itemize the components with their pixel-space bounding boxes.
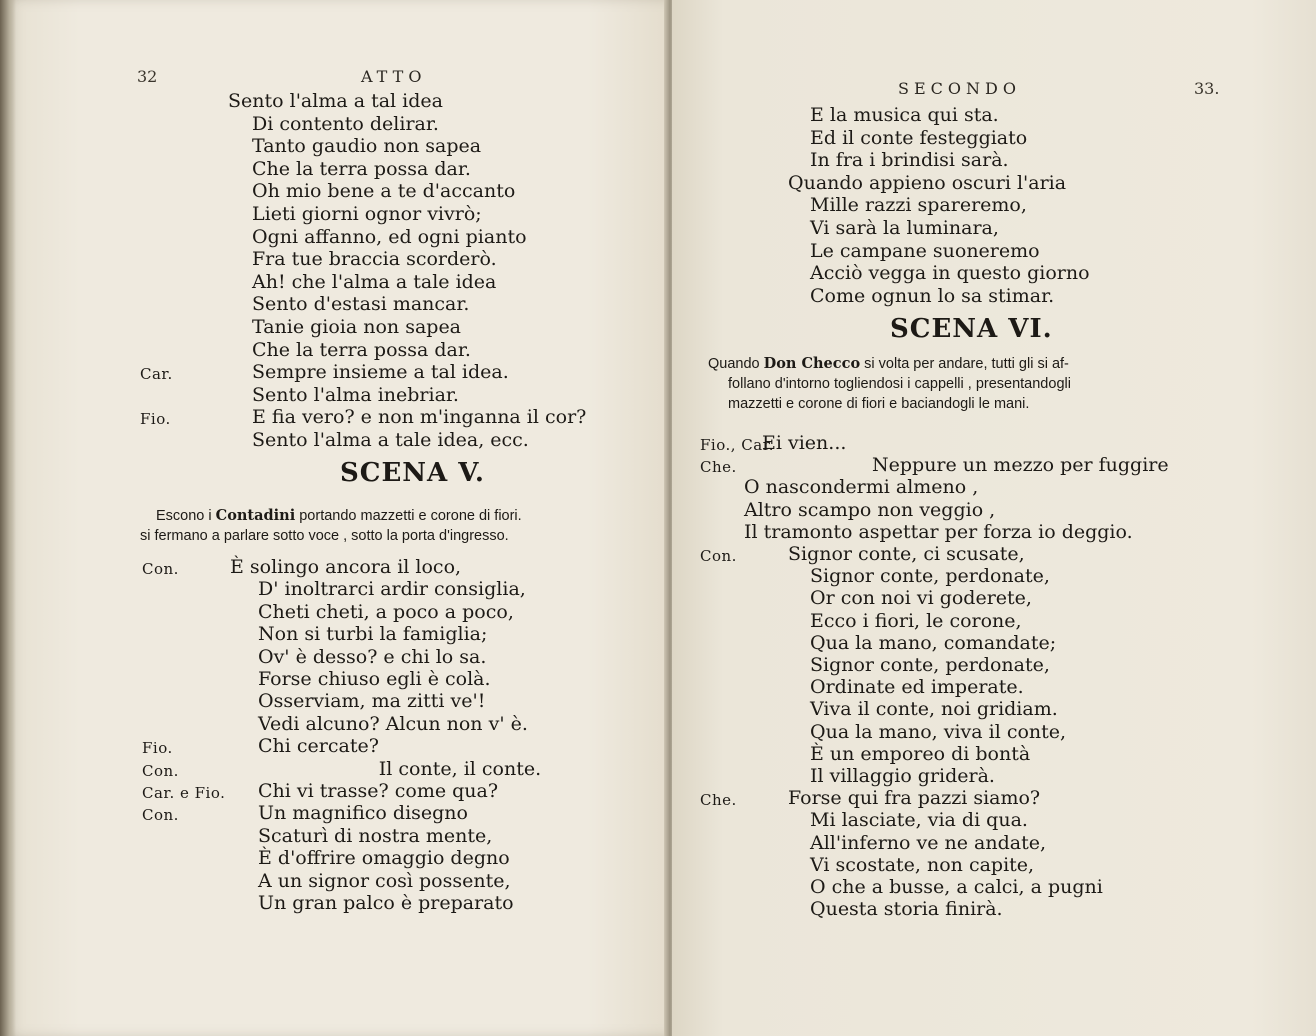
verse-line: Forse qui fra pazzi siamo? [788, 787, 1041, 810]
speaker-label: Con. [142, 560, 179, 578]
speaker-label: Fio. [140, 410, 171, 429]
right-page [672, 0, 1316, 1036]
running-header: SECONDO [898, 79, 1021, 98]
verse-line: Chi vi trasse? come qua? [258, 780, 499, 802]
speaker-label: Che. [700, 791, 737, 810]
verse-line: Ei vien... [762, 432, 847, 454]
verse-line: Che la terra possa dar. [252, 157, 471, 180]
verse-line: Chi cercate? [258, 735, 379, 758]
verse-line: Sento l'alma a tal idea [228, 90, 443, 112]
verse-line: Vedi alcuno? Alcun non v' è. [258, 712, 528, 735]
stage-direction [156, 506, 522, 526]
verse-line: Vi sarà la luminara, [810, 217, 999, 239]
verse-line: All'inferno ve ne andate, [810, 831, 1046, 854]
verse-line: Il conte, il conte. [258, 757, 542, 780]
page-number: 32 [137, 67, 158, 86]
page-number: 33. [1194, 79, 1220, 98]
verse-line: Vi scostate, non capite, [810, 853, 1035, 876]
verse-line: Lieti giorni ognor vivrò; [252, 203, 482, 225]
verse-line: Sento l'alma inebriar. [252, 383, 459, 406]
verse-line: Come ognun lo sa stimar. [810, 284, 1055, 307]
verse-line: Qua la mano, viva il conte, [810, 720, 1067, 743]
verse-line: E fia vero? e non m'inganna il cor? [252, 406, 587, 429]
scene-title: SCENA V. [340, 458, 485, 488]
verse-line: Forse chiuso egli è colà. [258, 668, 491, 690]
verse-line: Oh mio bene a te d'accanto [252, 180, 516, 203]
verse-line: Il villaggio griderà. [810, 765, 995, 787]
verse-line: Ed il conte festeggiato [810, 126, 1028, 149]
verse-line: Qua la mano, comandate; [810, 631, 1057, 654]
verse-line: Il tramonto aspettar per forza io deggio. [744, 520, 1133, 543]
verse-line: Viva il conte, noi gridiam. [810, 698, 1058, 721]
verse-line: Un magnifico disegno [258, 802, 468, 825]
verse-line: A un signor così possente, [258, 869, 511, 892]
stage-direction-line: mazzetti e corone di fiori e baciandogli le mani. [728, 396, 1030, 412]
stage-text: Quando [708, 356, 764, 372]
verse-line: Cheti cheti, a poco a poco, [258, 600, 514, 623]
verse-line: Or con noi vi goderete, [810, 587, 1032, 610]
verse-line: È solingo ancora il loco, [230, 556, 462, 578]
verse-line: È d'offrire omaggio degno [258, 847, 510, 870]
verse-line: Altro scampo non veggio , [744, 498, 996, 521]
stage-text: si volta per andare, tutti gli si af- [860, 356, 1069, 372]
verse-line: D' inoltrarci ardir consiglia, [258, 578, 526, 601]
verse-line: O che a busse, a calci, a pugni [810, 876, 1103, 898]
speaker-label: Car. e Fio. [142, 784, 226, 802]
stage-bold-text: Don Checco [763, 355, 861, 372]
verse-line: Ogni affanno, ed ogni pianto [252, 225, 527, 248]
speaker-label: Con. [142, 806, 179, 825]
speaker-label: Car. [140, 365, 173, 384]
stage-bold-text: Contadini [215, 507, 296, 524]
verse-line: Tanie gioia non sapea [252, 316, 462, 338]
verse-line: Quando appieno oscuri l'aria [788, 171, 1067, 194]
speaker-label: Con. [142, 761, 179, 780]
verse-line: Ecco i fiori, le corone, [810, 609, 1022, 632]
verse-line: Mi lasciate, via di qua. [810, 809, 1028, 832]
verse-line: Che la terra possa dar. [252, 338, 471, 361]
stage-direction-line: si fermano a parlare sotto voce , sotto la porta d'ingresso. [140, 528, 509, 544]
page-edge [0, 0, 16, 1036]
verse-line: E la musica qui sta. [810, 104, 999, 126]
stage-text: portando mazzetti e corone di fiori. [295, 508, 522, 524]
verse-line: Sento d'estasi mancar. [252, 293, 470, 316]
stage-direction-line: follano d'intorno togliendosi i cappelli , presentandogli [728, 376, 1071, 392]
verse-line: Questa storia finirà. [810, 898, 1003, 921]
verse-line: O nascondermi almeno , [744, 476, 979, 499]
verse-line: Ah! che l'alma a tale idea [252, 270, 497, 293]
verse-line: Signor conte, ci scusate, [788, 543, 1025, 565]
speaker-label: Con. [700, 547, 737, 565]
verse-line: Ordinate ed imperate. [810, 676, 1024, 699]
verse-line: Sempre insieme a tal idea. [252, 361, 509, 384]
verse-line: Un gran palco è preparato [258, 892, 514, 914]
stage-text: Escono i [156, 508, 216, 524]
verse-line: Signor conte, perdonate, [810, 654, 1050, 676]
verse-line: Non si turbi la famiglia; [258, 623, 488, 646]
verse-line: Le campane suoneremo [810, 239, 1040, 262]
verse-line: Signor conte, perdonate, [810, 565, 1050, 588]
verse-line: Mille razzi spareremo, [810, 194, 1027, 217]
running-header: ATTO [361, 67, 427, 86]
verse-line: È un emporeo di bontà [810, 742, 1031, 765]
speaker-label: Fio., Car. [700, 436, 774, 454]
stage-direction [708, 354, 1069, 374]
verse-line: Osserviam, ma zitti ve'! [258, 690, 486, 713]
verse-line: Di contento delirar. [252, 112, 439, 135]
verse-line: Neppure un mezzo per fuggire [872, 454, 1169, 477]
verse-line: Ov' è desso? e chi lo sa. [258, 645, 487, 668]
verse-line: Tanto gaudio non sapea [252, 135, 482, 158]
speaker-label: Che. [700, 458, 737, 477]
verse-line: Scaturì di nostra mente, [258, 824, 493, 847]
verse-line: Acciò vegga in questo giorno [810, 262, 1090, 285]
speaker-label: Fio. [142, 739, 173, 758]
scene-title: SCENA VI. [890, 314, 1053, 344]
verse-line: Sento l'alma a tale idea, ecc. [252, 429, 529, 451]
verse-line: In fra i brindisi sarà. [810, 149, 1009, 172]
verse-line: Fra tue braccia scorderò. [252, 248, 497, 271]
